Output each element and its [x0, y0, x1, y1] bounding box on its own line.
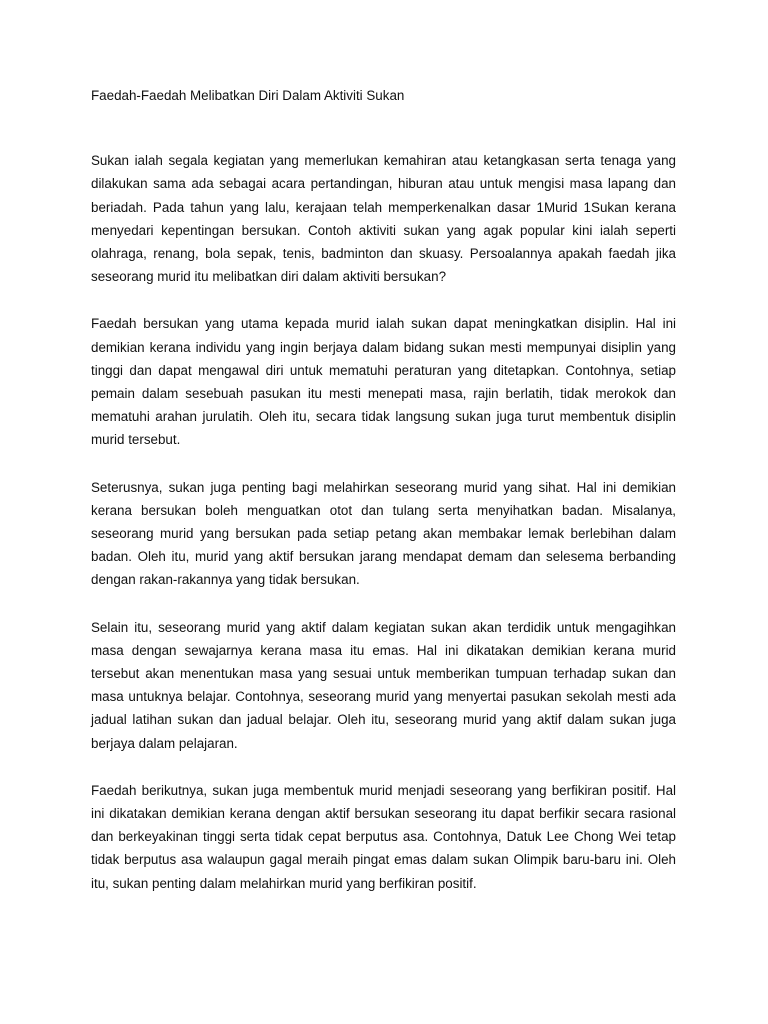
paragraph-positive-thinking: Faedah berikutnya, sukan juga membentuk murid menjadi seseorang yang berfikiran positif. Hal ini dikatakan demikian kerana dengan aktif bersukan seseorang itu dapat berfikir secara rasional dan berkeyakinan tinggi serta tidak cepat berputus asa. Contohnya, Datuk Lee Chong Wei tetap tidak berputus asa walaupun gagal meraih pingat emas dalam sukan Olimpik baru-baru ini. Oleh itu, sukan penting dalam melahirkan murid yang berfikiran positif.	[91, 782, 676, 891]
paragraph-introduction: Sukan ialah segala kegiatan yang memerlukan kemahiran atau ketangkasan serta tenaga yang dilakukan sama ada sebagai acara pertandingan, hiburan atau untuk mengisi masa lapang dan beriadah. Pada tahun yang lalu, kerajaan telah memperkenalkan dasar 1Murid 1Sukan kerana menyedari kepentingan bersukan. Contoh aktiviti sukan yang agak popular kini ialah seperti olahraga, renang, bola sepak, tenis, badminton dan skuasy. Persoalannya apakah faedah jika seseorang murid itu melibatkan diri dalam aktiviti bersukan?	[91, 153, 676, 285]
document-title: Faedah-Faedah Melibatkan Diri Dalam Aktiviti Sukan	[91, 88, 405, 103]
paragraph-time-management: Selain itu, seseorang murid yang aktif dalam kegiatan sukan akan terdidik untuk mengagihkan masa dengan sewajarnya kerana masa itu emas. Hal ini dikatakan demikian kerana murid tersebut akan menentukan masa yang sesuai untuk memberikan tumpuan terhadap sukan dan masa untuknya belajar. Contohnya, seseorang murid yang menyertai pasukan sekolah mesti ada jadual latihan sukan dan jadual belajar. Oleh itu, seseorang murid yang aktif dalam sukan juga berjaya dalam pelajaran.	[91, 619, 676, 751]
paragraph-discipline: Faedah bersukan yang utama kepada murid ialah sukan dapat meningkatkan disiplin. Hal ini demikian kerana individu yang ingin berjaya dalam bidang sukan mesti mempunyai disiplin yang tinggi dan dapat mengawal diri untuk mematuhi peraturan yang ditetapkan. Contohnya, setiap pemain dalam sesebuah pasukan itu mesti menepati masa, rajin berlatih, tidak merokok dan mematuhi arahan jurulatih. Oleh itu, secara tidak langsung sukan juga turut membentuk disiplin murid tersebut.	[91, 316, 676, 448]
paragraph-health: Seterusnya, sukan juga penting bagi melahirkan seseorang murid yang sihat. Hal ini demikian kerana bersukan boleh menguatkan otot dan tulang serta menyihatkan badan. Misalanya, seseorang murid yang bersukan pada setiap petang akan membakar lemak berlebihan dalam badan. Oleh itu, murid yang aktif bersukan jarang mendapat demam dan selesema berbanding dengan rakan-rakannya yang tidak bersukan.	[91, 479, 676, 588]
